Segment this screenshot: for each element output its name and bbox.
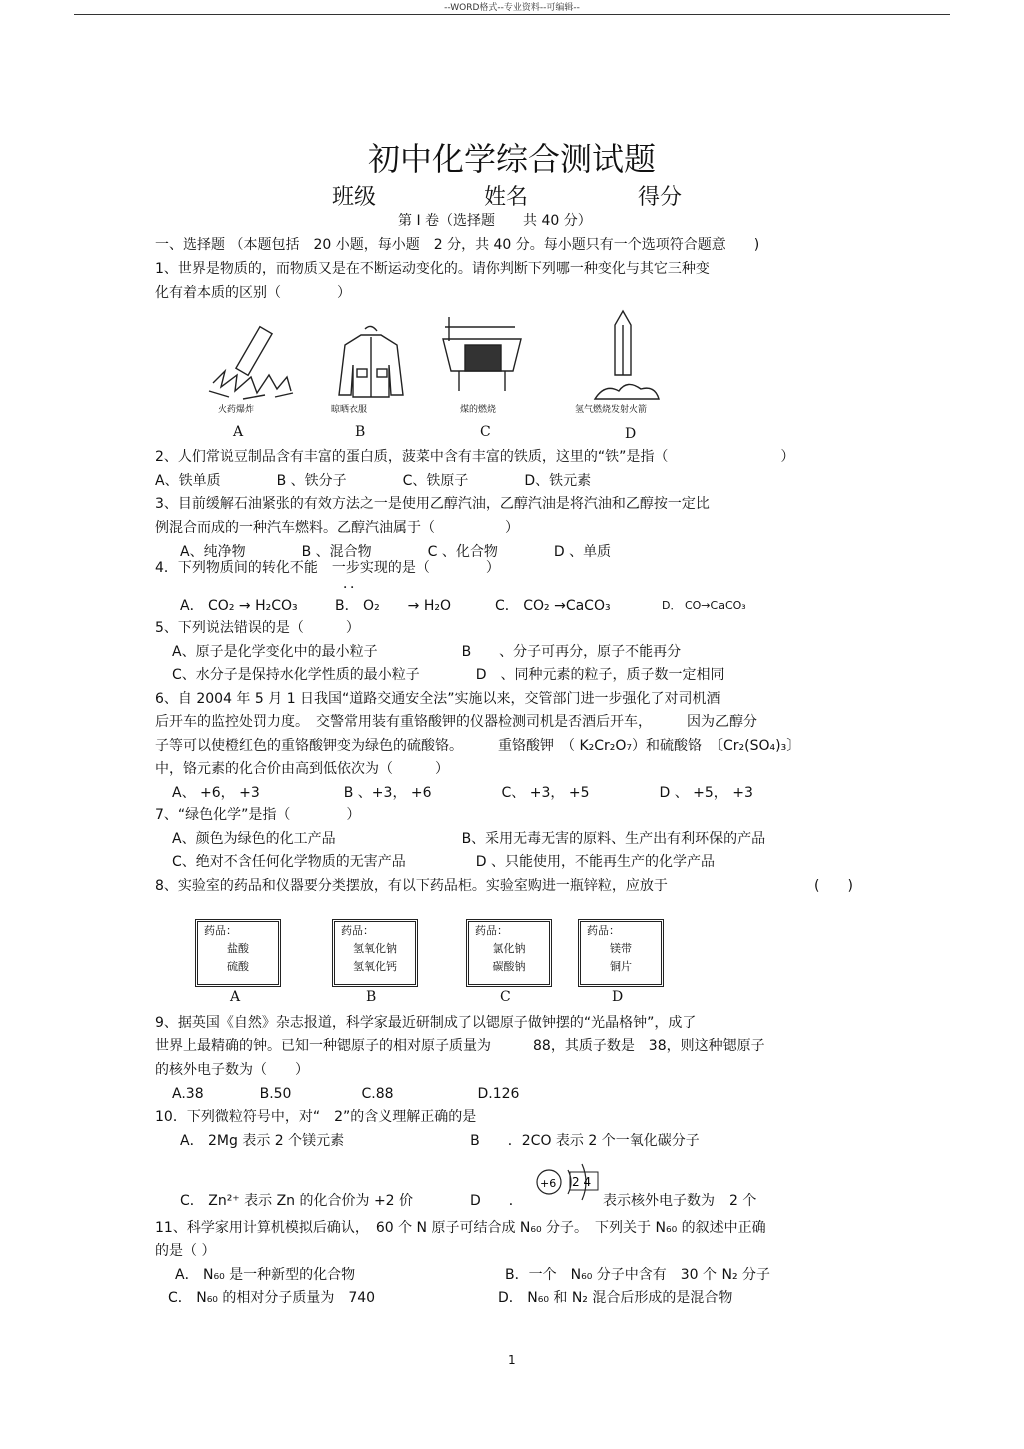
cabinet-b (332, 919, 418, 987)
figure-label-a: A (233, 424, 244, 440)
question-9-end: 的核外电子数为（ ） (155, 1062, 309, 1078)
question-6-formulas: 子等可以使橙红色的重铬酸钾变为绿色的硫酸铬。 重铬酸钾 （ K₂Cr₂O₇）和硫酸铬 〔Cr₂(SO₄)₃〕 (155, 738, 801, 754)
question-6-options: A、 +6， +3 B 、+3， +6 C、 +3， +5 D 、 +5， +3 (172, 785, 753, 801)
header-divider (74, 14, 950, 15)
cabinet-a (195, 919, 281, 987)
question-3-cont: 例混合而成的一种汽车燃料。乙醇汽油属于（ ） (155, 520, 519, 536)
question-4-option-b: B． O₂ → H₂O (335, 598, 452, 614)
coal-burning-illustration (443, 317, 521, 391)
question-10-options-ab: A． 2Mg 表示 2 个镁元素 B ．2CO 表示 2 个一氧化碳分子 (180, 1133, 700, 1149)
question-9-cont: 世界上最精确的钟。已知一种锶原子的相对原子质量为 88，其质子数是 38，则这种锶原子 (155, 1038, 765, 1054)
question-7-options-cd: C、绝对不含任何化学物质的无害产品 D 、只能使用，不能再生产的化学产品 (172, 854, 716, 870)
question-9-options: A.38 B.50 C.88 D.126 (172, 1086, 520, 1102)
rocket-illustration (595, 311, 659, 399)
cabinet-label-a: A (230, 989, 241, 1005)
question-11-option-b: B．一个 N₆₀ 分子中含有 30 个 N₂ 分子 (505, 1267, 771, 1283)
cabinet-item: 镁带 (610, 942, 632, 955)
question-10: 10．下列微粒符号中，对“ 2”的含义理解正确的是 (155, 1109, 477, 1125)
figure-caption-d: 氢气燃烧发射火箭 (575, 405, 648, 415)
q1-figures (195, 305, 695, 447)
atomic-structure-diagram (532, 1158, 602, 1204)
figure-caption-a: 火药爆炸 (218, 405, 255, 415)
cabinet-c (466, 919, 552, 987)
cabinet-label-c: C (500, 989, 511, 1005)
question-7: 7、“绿色化学”是指（ ） (155, 807, 361, 823)
cabinet-item: 氯化钠 (492, 942, 526, 955)
cabinet-item: 氢氧化钠 (353, 942, 397, 955)
section-heading: 第 I 卷（选择题 共 40 分） (398, 213, 592, 229)
score-field-label: 得分 (638, 185, 683, 210)
question-9: 9、据英国《自然》杂志报道，科学家最近研制成了以锶原子做钟摆的“光晶格钟”，成了 (155, 1015, 697, 1031)
question-10-option-d-text: 表示核外电子数为 2 个 (603, 1193, 757, 1209)
page-number: 1 (508, 1353, 516, 1367)
question-11: 11、科学家用计算机模拟后确认， 60 个 N 原子可结合成 N₆₀ 分子。 下列关于 N₆₀ 的叙述中正确 (155, 1220, 766, 1236)
cabinet-heading: 药品： (341, 924, 374, 937)
cabinet-item: 盐酸 (227, 942, 249, 955)
question-4-option-d: D． CO→CaCO₃ (662, 599, 746, 612)
question-3-options: A、纯净物 B 、混合物 C 、化合物 D 、单质 (180, 544, 612, 560)
cabinet-label-d: D (612, 989, 624, 1005)
emphasis-dots: ．． (343, 576, 364, 592)
cabinet-heading: 药品： (475, 924, 508, 937)
question-8-answer-paren: ( ) (814, 878, 853, 894)
question-6-end: 中，铬元素的化合价由高到低依次为（ ） (155, 761, 449, 777)
question-10-option-c: C． Zn²⁺ 表示 Zn 的化合价为 +2 价 (180, 1193, 414, 1209)
question-7-options-ab: A、颜色为绿色的化工产品 B、采用无毒无害的原料、生产出有利环保的产品 (172, 831, 766, 847)
cabinet-label-b: B (366, 989, 377, 1005)
question-11-option-c: C． N₆₀ 的相对分子质量为 740 (168, 1290, 376, 1306)
electron-shells: 2 4 (572, 1175, 592, 1189)
cabinet-d (578, 919, 664, 987)
question-1: 1、世界是物质的，而物质又是在不断运动变化的。请你判断下列哪一种变化与其它三种变 (155, 261, 710, 277)
question-4: 4．下列物质间的转化不能 一步实现的是（ ） (155, 560, 500, 576)
cabinet-item: 碳酸钠 (492, 960, 526, 973)
question-4-option-a: A． CO₂ → H₂CO₃ (180, 598, 298, 614)
question-3: 3、目前缓解石油紧张的有效方法之一是使用乙醇汽油，乙醇汽油是将汽油和乙醇按一定比 (155, 496, 710, 512)
question-1-cont: 化有着本质的区别（ ） (155, 285, 351, 301)
cabinet-item: 铜片 (610, 960, 632, 973)
name-field-label: 姓名 (484, 185, 529, 210)
question-4-option-c: C． CO₂ →CaCO₃ (495, 598, 611, 614)
page-title: 初中化学综合测试题 (367, 140, 656, 178)
figure-label-d: D (625, 426, 637, 442)
figure-label-b: B (355, 424, 366, 440)
cabinet-item: 硫酸 (227, 960, 249, 973)
explosion-illustration (209, 327, 293, 399)
question-10-option-d: D ． (470, 1193, 523, 1209)
question-6: 6、自 2004 年 5 月 1 日我国“道路交通安全法”实施以来，交管部门进一步强化了对司机酒 (155, 691, 721, 707)
question-6-cont: 后开车的监控处罚力度。 交警常用装有重铬酸钾的仪器检测司机是否酒后开车， 因为乙醇分 (155, 714, 757, 730)
question-11-option-a: A． N₆₀ 是一种新型的化合物 (175, 1267, 356, 1283)
figure-label-c: C (480, 424, 491, 440)
instructions: 一、选择题 （本题包括 20 小题，每小题 2 分，共 40 分。每小题只有一个选项符合题意 ) (155, 237, 760, 253)
question-5-options-cd: C、水分子是保持水化学性质的最小粒子 D 、同种元素的粒子，质子数一定相同 (172, 667, 725, 683)
question-5: 5、下列说法错误的是（ ） (155, 620, 360, 636)
cabinet-item: 氢氧化钙 (353, 960, 397, 973)
question-5-options-ab: A、原子是化学变化中的最小粒子 B 、分子可再分，原子不能再分 (172, 644, 682, 660)
class-field-label: 班级 (332, 185, 377, 210)
nucleus-charge: +6 (540, 1177, 557, 1190)
cabinet-heading: 药品： (587, 924, 620, 937)
question-11-option-d: D． N₆₀ 和 N₂ 混合后形成的是混合物 (498, 1290, 733, 1306)
cabinet-heading: 药品： (204, 924, 237, 937)
question-8: 8、实验室的药品和仪器要分类摆放，有以下药品柜。实验室购进一瓶锌粒，应放于 (155, 878, 668, 894)
jacket-illustration (339, 326, 403, 397)
question-2: 2、人们常说豆制品含有丰富的蛋白质，菠菜中含有丰富的铁质，这里的“铁”是指（ ） (155, 449, 795, 465)
question-11-cont: 的是（ ） (155, 1243, 216, 1259)
figure-caption-b: 晾晒衣服 (331, 405, 368, 415)
figure-caption-c: 煤的燃烧 (460, 405, 497, 415)
page-header: --WORD格式--专业资料--可编辑-- (444, 3, 580, 13)
question-2-options: A、铁单质 B 、铁分子 C、铁原子 D、铁元素 (155, 473, 592, 489)
